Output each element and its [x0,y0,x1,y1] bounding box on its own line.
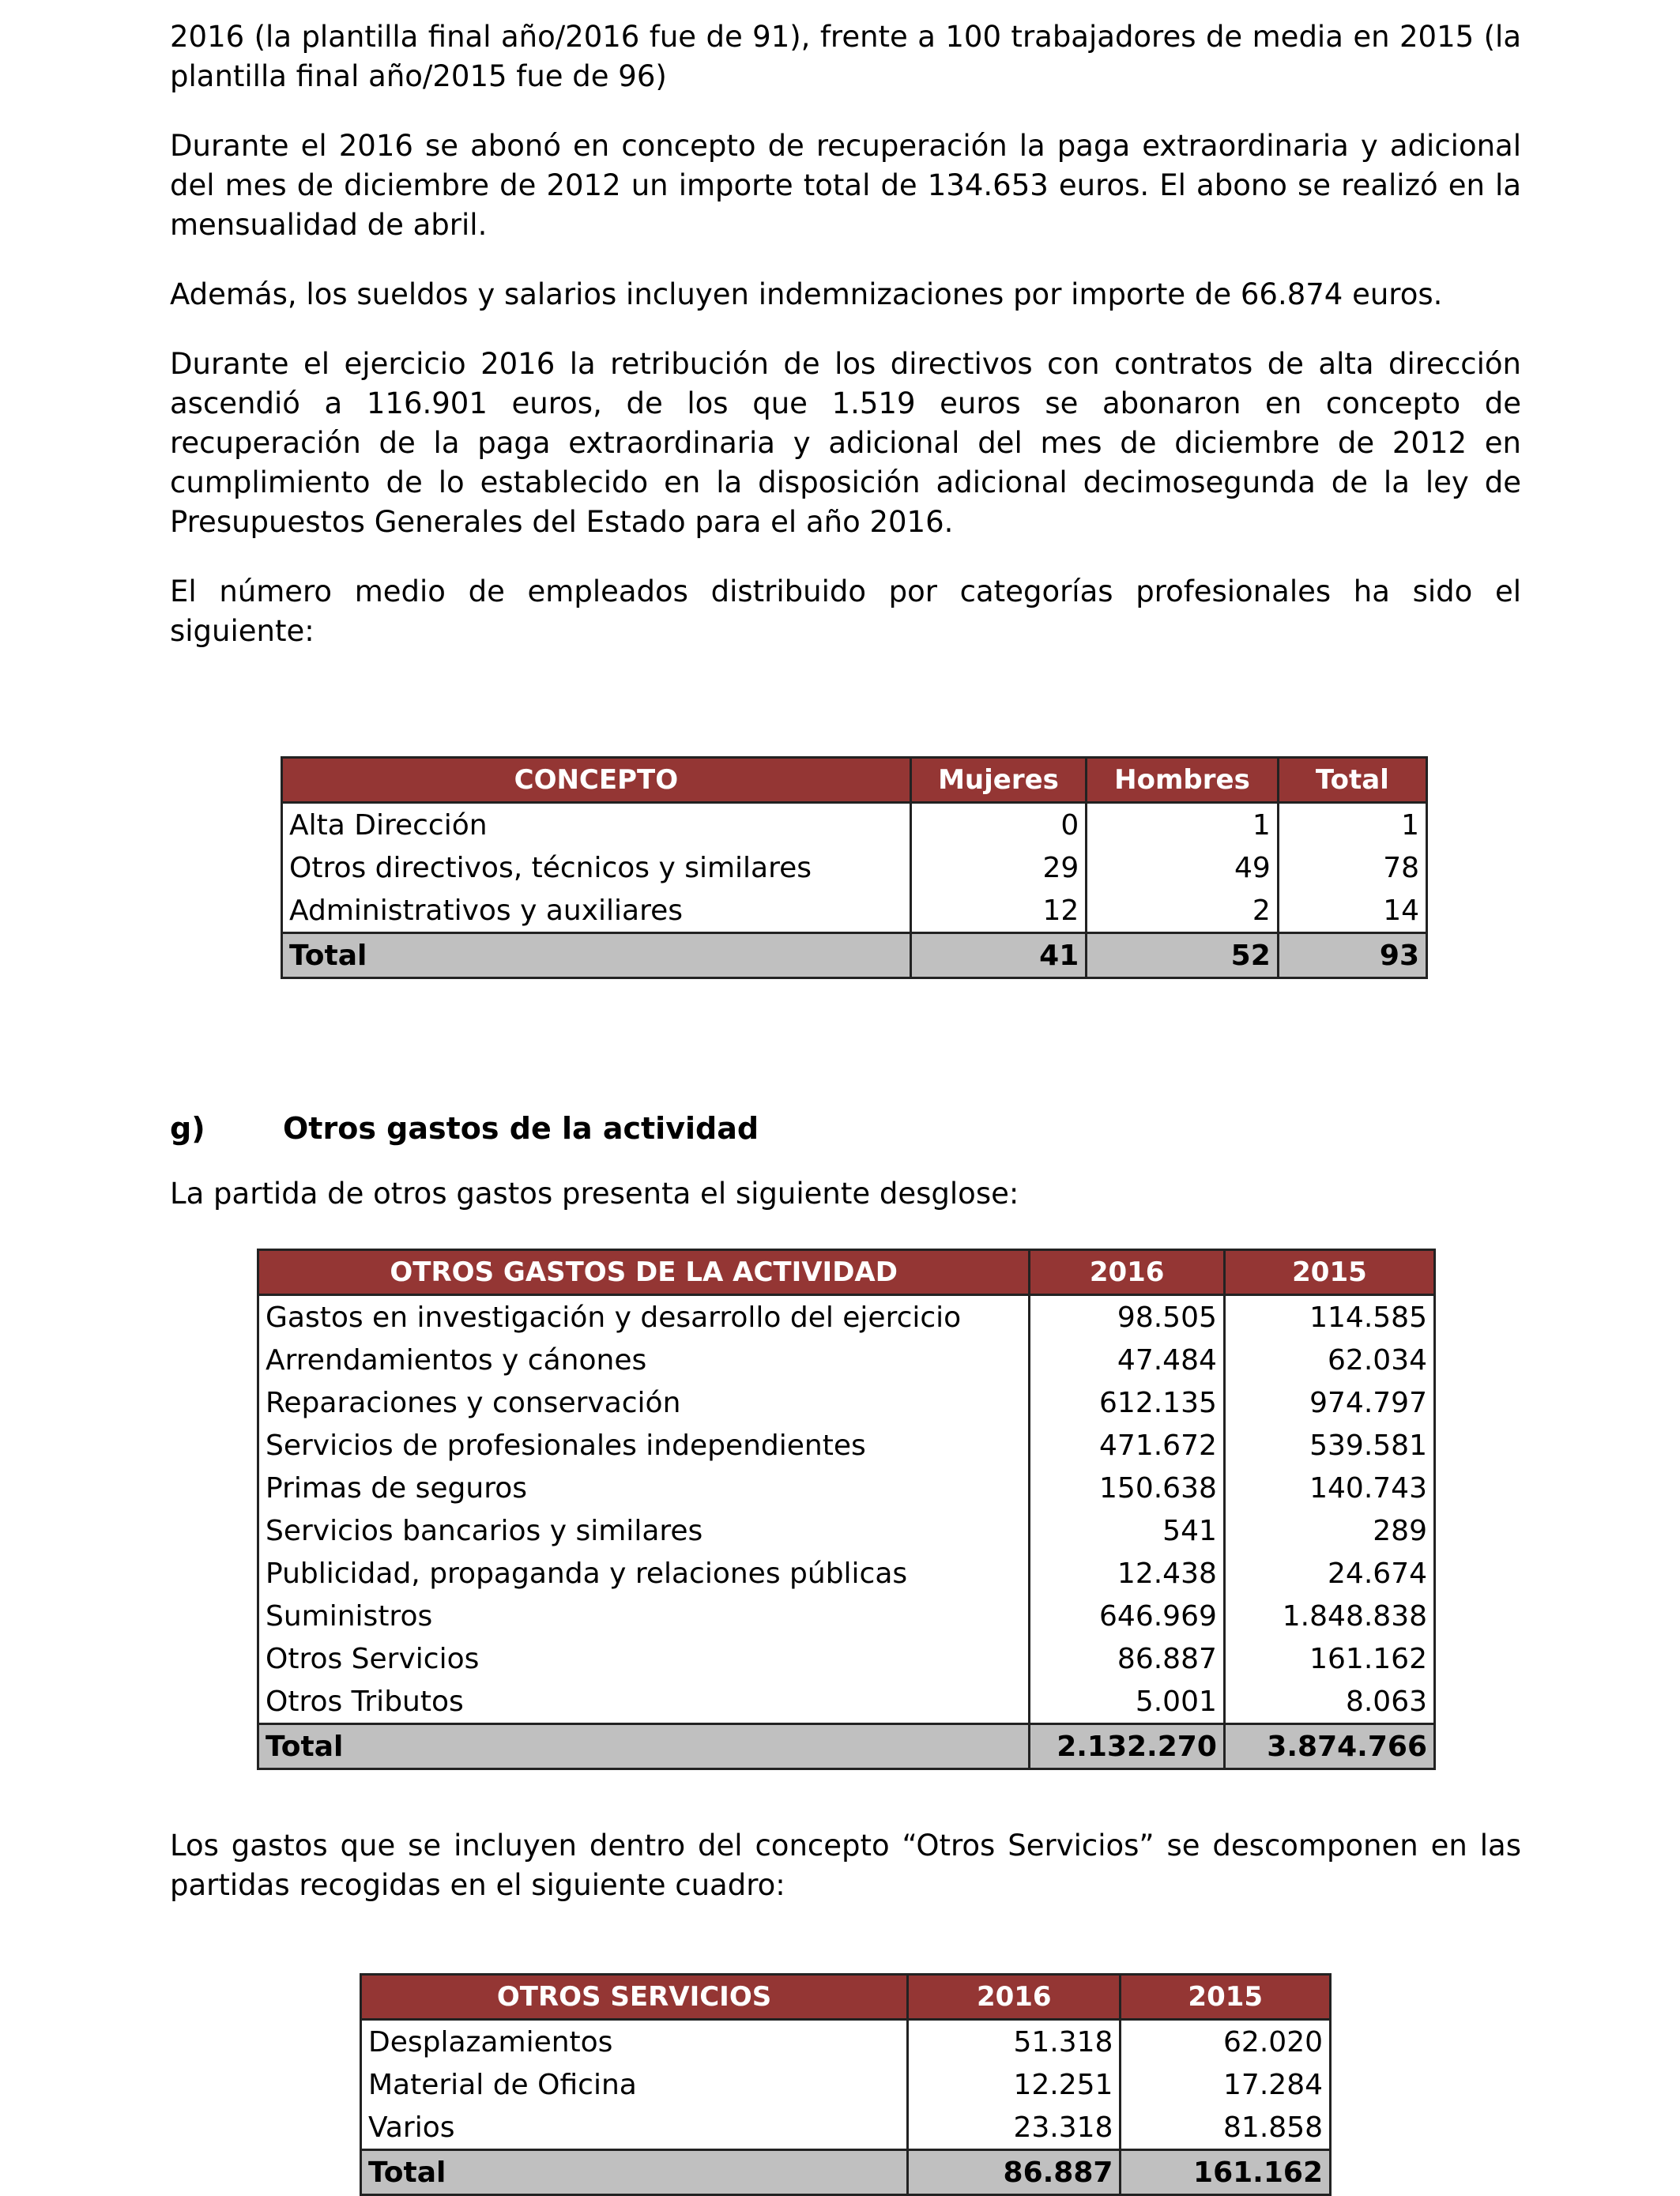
table-row [282,889,1427,933]
cell-value: 289 [1224,1509,1434,1552]
cell-value: 14 [1278,889,1426,933]
cell-value: 471.672 [1030,1424,1224,1467]
table-total-row [282,933,1427,978]
paragraph-extra-pay: Durante el 2016 se abonó en concepto de recuperación la paga extraordinaria y adicional del mes de diciembre de 2012 un importe total de 134.653 euros. El abono se realizó en la mensualidad de abril. [170,129,1521,242]
cell-concept: Primas de seguros [258,1467,1030,1509]
cell-value: 52 [1087,933,1278,978]
table-header-row [258,1250,1435,1295]
cell-value: 161.162 [1121,2150,1331,2195]
column-header: 2015 [1224,1250,1434,1295]
cell-value: 140.743 [1224,1467,1434,1509]
table-row [258,1381,1435,1424]
cell-value: 114.585 [1224,1295,1434,1339]
cell-value: 78 [1278,846,1426,889]
cell-value: 51.318 [908,2020,1121,2064]
cell-concept: Total [361,2150,908,2195]
cell-value: 0 [910,803,1087,847]
cell-concept: Servicios bancarios y similares [258,1509,1030,1552]
cell-concept: Otros directivos, técnicos y similares [282,846,911,889]
section-title: Otros gastos de la actividad [283,1111,759,1146]
paragraph-executives: Durante el ejercicio 2016 la retribución de los directivos con contratos de alta dirección ascendió a 116.901 euros, de los que 1.519 euros se abonaron en concepto de recuperación de la paga extraordinaria y adicional del mes de diciembre de 2012 en cumplimiento de lo establecido en la disposición adicional decimosegunda de la ley de Presupuestos Generales del Estado para el año 2016. [170,347,1521,539]
cell-value: 974.797 [1224,1381,1434,1424]
table-row [258,1680,1435,1724]
cell-concept: Material de Oficina [361,2063,908,2106]
cell-value: 62.034 [1224,1339,1434,1381]
cell-value: 12.251 [908,2063,1121,2106]
cell-value: 541 [1030,1509,1224,1552]
cell-concept: Varios [361,2106,908,2150]
cell-value: 646.969 [1030,1595,1224,1637]
cell-concept: Total [282,933,911,978]
cell-value: 47.484 [1030,1339,1224,1381]
table-total-row [258,1724,1435,1769]
cell-concept: Suministros [258,1595,1030,1637]
table-header-row [361,1975,1331,2020]
cell-concept: Alta Dirección [282,803,911,847]
column-header: CONCEPTO [282,758,911,803]
table-row [258,1595,1435,1637]
document-page [170,17,1521,681]
column-header: 2016 [1030,1250,1224,1295]
cell-value: 612.135 [1030,1381,1224,1424]
paragraph-headcount: 2016 (la plantilla final año/2016 fue de 91), frente a 100 trabajadores de media en 2015 (la plantilla final año/2015 fue de 96) [170,20,1521,93]
column-header: 2015 [1121,1975,1331,2020]
cell-value: 1.848.838 [1224,1595,1434,1637]
table-row [258,1637,1435,1680]
cell-value: 3.874.766 [1224,1724,1434,1769]
cell-value: 539.581 [1224,1424,1434,1467]
services-table [360,1973,1332,2196]
cell-value: 23.318 [908,2106,1121,2150]
column-header: 2016 [908,1975,1121,2020]
section-heading [170,1106,1521,1151]
column-header: Hombres [1087,758,1278,803]
cell-concept: Servicios de profesionales independientes [258,1424,1030,1467]
cell-value: 5.001 [1030,1680,1224,1724]
cell-concept: Publicidad, propaganda y relaciones públicas [258,1552,1030,1595]
cell-value: 62.020 [1121,2020,1331,2064]
services-intro [170,1826,1521,1935]
cell-value: 1 [1087,803,1278,847]
cell-concept: Administrativos y auxiliares [282,889,911,933]
cell-concept: Otros Servicios [258,1637,1030,1680]
column-header: OTROS GASTOS DE LA ACTIVIDAD [258,1250,1030,1295]
paragraph-employees-intro: El número medio de empleados distribuido por categorías profesionales ha sido el siguiente: [170,574,1521,648]
table-row [282,846,1427,889]
cell-value: 29 [910,846,1087,889]
cell-value: 24.674 [1224,1552,1434,1595]
employees-table [281,756,1428,979]
cell-concept: Total [258,1724,1030,1769]
cell-value: 1 [1278,803,1426,847]
table-row [361,2063,1331,2106]
table-row [258,1509,1435,1552]
cell-value: 161.162 [1224,1637,1434,1680]
table-row [258,1339,1435,1381]
table-row [361,2106,1331,2150]
table-row [258,1467,1435,1509]
expenses-table [257,1249,1436,1770]
table-row [282,803,1427,847]
column-header: OTROS SERVICIOS [361,1975,908,2020]
cell-value: 98.505 [1030,1295,1224,1339]
cell-value: 17.284 [1121,2063,1331,2106]
cell-value: 86.887 [1030,1637,1224,1680]
cell-value: 93 [1278,933,1426,978]
cell-concept: Reparaciones y conservación [258,1381,1030,1424]
cell-value: 86.887 [908,2150,1121,2195]
table-row [258,1552,1435,1595]
table-row [258,1295,1435,1339]
table-header-row [282,758,1427,803]
cell-value: 41 [910,933,1087,978]
paragraph-indemnities: Además, los sueldos y salarios incluyen indemnizaciones por importe de 66.874 euros. [170,277,1443,311]
cell-value: 8.063 [1224,1680,1434,1724]
table-total-row [361,2150,1331,2195]
paragraph-services-intro: Los gastos que se incluyen dentro del concepto “Otros Servicios” se descomponen en las partidas recogidas en el siguiente cuadro: [170,1829,1521,1902]
section-letter: g) [170,1111,205,1146]
cell-concept: Gastos en investigación y desarrollo del ejercicio [258,1295,1030,1339]
column-header: Total [1278,758,1426,803]
table-row [361,2020,1331,2064]
cell-value: 12.438 [1030,1552,1224,1595]
cell-value: 49 [1087,846,1278,889]
cell-value: 150.638 [1030,1467,1224,1509]
cell-concept: Arrendamientos y cánones [258,1339,1030,1381]
cell-value: 81.858 [1121,2106,1331,2150]
section-g [170,1106,1521,1244]
cell-value: 2 [1087,889,1278,933]
cell-concept: Desplazamientos [361,2020,908,2064]
cell-concept: Otros Tributos [258,1680,1030,1724]
cell-value: 2.132.270 [1030,1724,1224,1769]
paragraph-expenses-intro: La partida de otros gastos presenta el siguiente desglose: [170,1177,1019,1211]
column-header: Mujeres [910,758,1087,803]
table-row [258,1424,1435,1467]
cell-value: 12 [910,889,1087,933]
